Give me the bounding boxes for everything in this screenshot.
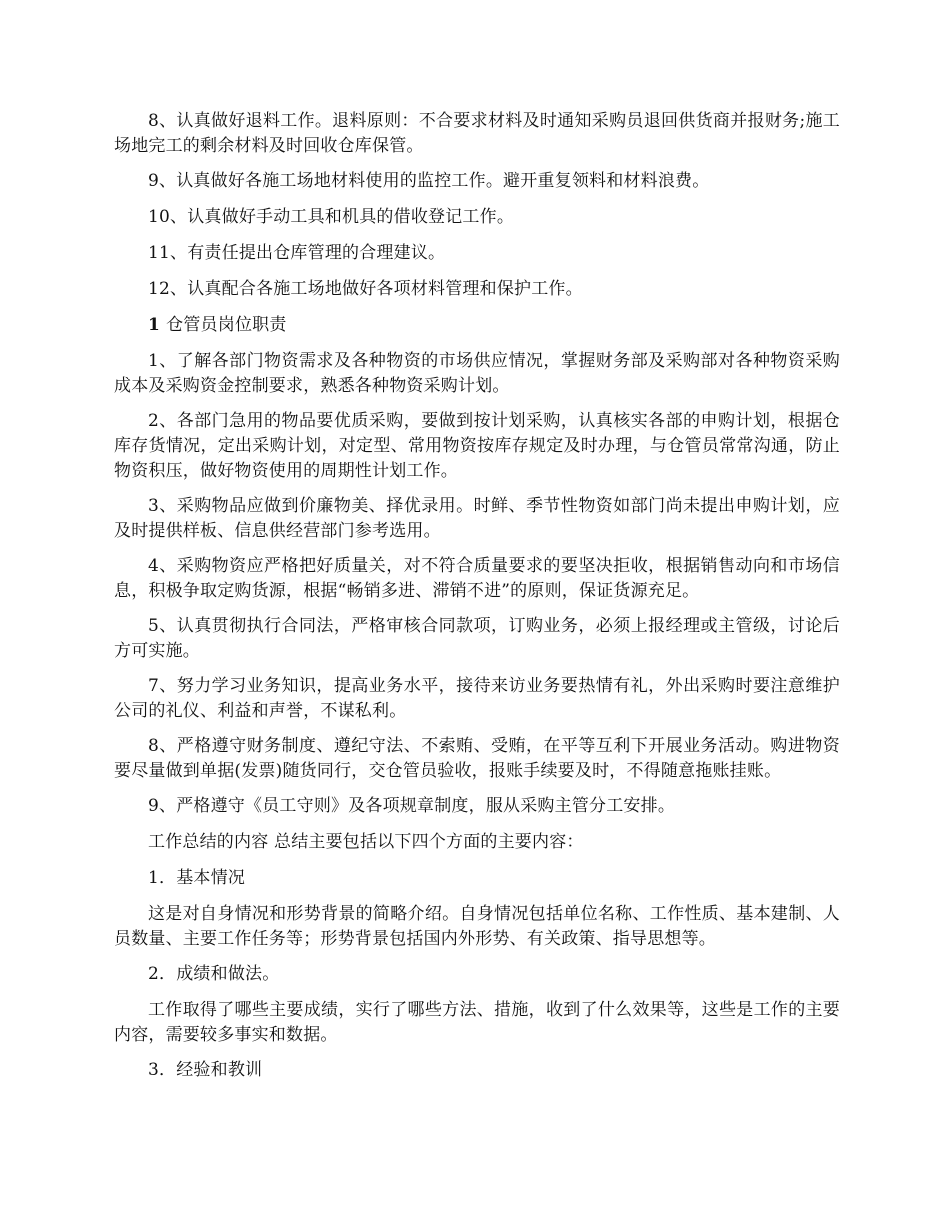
paragraph-18: 2．成绩和做法。	[148, 964, 280, 984]
paragraph-10: 4、采购物资应严格把好质量关，对不符合质量要求的要坚决拒收，根据销售动向和市场信息，积极争取定购货源，根据“畅销多进、滞销不进”的原则，保证货源充足。	[114, 556, 840, 601]
paragraph-5: 12、认真配合各施工场地做好各项材料管理和保护工作。	[148, 279, 583, 299]
paragraph-14: 9、严格遵守《员工守则》及各项规章制度，服从采购主管分工安排。	[148, 796, 676, 816]
section-number: 1	[148, 315, 167, 335]
paragraph-13: 8、严格遵守财务制度、遵纪守法、不索贿、受贿，在平等互利下开展业务活动。购进物资要尽量做到单据(发票)随货同行，交仓管员验收，报账手续要及时，不得随意拖账挂账。	[114, 736, 840, 781]
paragraph-4: 11、有责任提出仓库管理的合理建议。	[148, 243, 446, 263]
paragraph-3: 10、认真做好手动工具和机具的借收登记工作。	[148, 207, 515, 227]
paragraph-8: 2、各部门急用的物品要优质采购，要做到按计划采购，认真核实各部的申购计划，根据仓库存货情况，定出采购计划，对定型、常用物资按库存规定及时办理，与仓管员常常沟通，防止物资积压，做好物资使用的周期性计划工作。	[114, 411, 840, 481]
paragraph-15: 工作总结的内容 总结主要包括以下四个方面的主要内容：	[148, 832, 584, 852]
section-title: 仓管员岗位职责	[166, 315, 287, 335]
paragraph-12: 7、努力学习业务知识，提高业务水平，接待来访业务要热情有礼，外出采购时要注意维护公司的礼仪、利益和声誉，不谋私利。	[114, 676, 840, 721]
paragraph-20: 3．经验和教训	[148, 1060, 263, 1080]
paragraph-2: 9、认真做好各施工场地材料使用的监控工作。避开重复领料和材料浪费。	[148, 171, 710, 191]
paragraph-17: 这是对自身情况和形势背景的简略介绍。自身情况包括单位名称、工作性质、基本建制、人员数量、主要工作任务等；形势背景包括国内外形势、有关政策、指导思想等。	[114, 904, 840, 949]
paragraph-11: 5、认真贯彻执行合同法，严格审核合同款项，订购业务，必须上报经理或主管级，讨论后方可实施。	[114, 616, 840, 661]
section-heading	[114, 313, 840, 338]
paragraph-16: 1．基本情况	[148, 868, 246, 888]
paragraph-9: 3、采购物品应做到价廉物美、择优录用。时鲜、季节性物资如部门尚未提出申购计划，应及时提供样板、信息供经营部门参考选用。	[114, 496, 840, 541]
paragraph-1: 8、认真做好退料工作。退料原则：不合要求材料及时通知采购员退回供货商并报财务;施工场地完工的剩余材料及时回收仓库保管。	[114, 111, 840, 156]
paragraph-7: 1、了解各部门物资需求及各种物资的市场供应情况，掌握财务部及采购部对各种物资采购成本及采购资金控制要求，熟悉各种物资采购计划。	[114, 351, 840, 396]
paragraph-19: 工作取得了哪些主要成绩，实行了哪些方法、措施，收到了什么效果等，这些是工作的主要内容，需要较多事实和数据。	[114, 1000, 840, 1045]
